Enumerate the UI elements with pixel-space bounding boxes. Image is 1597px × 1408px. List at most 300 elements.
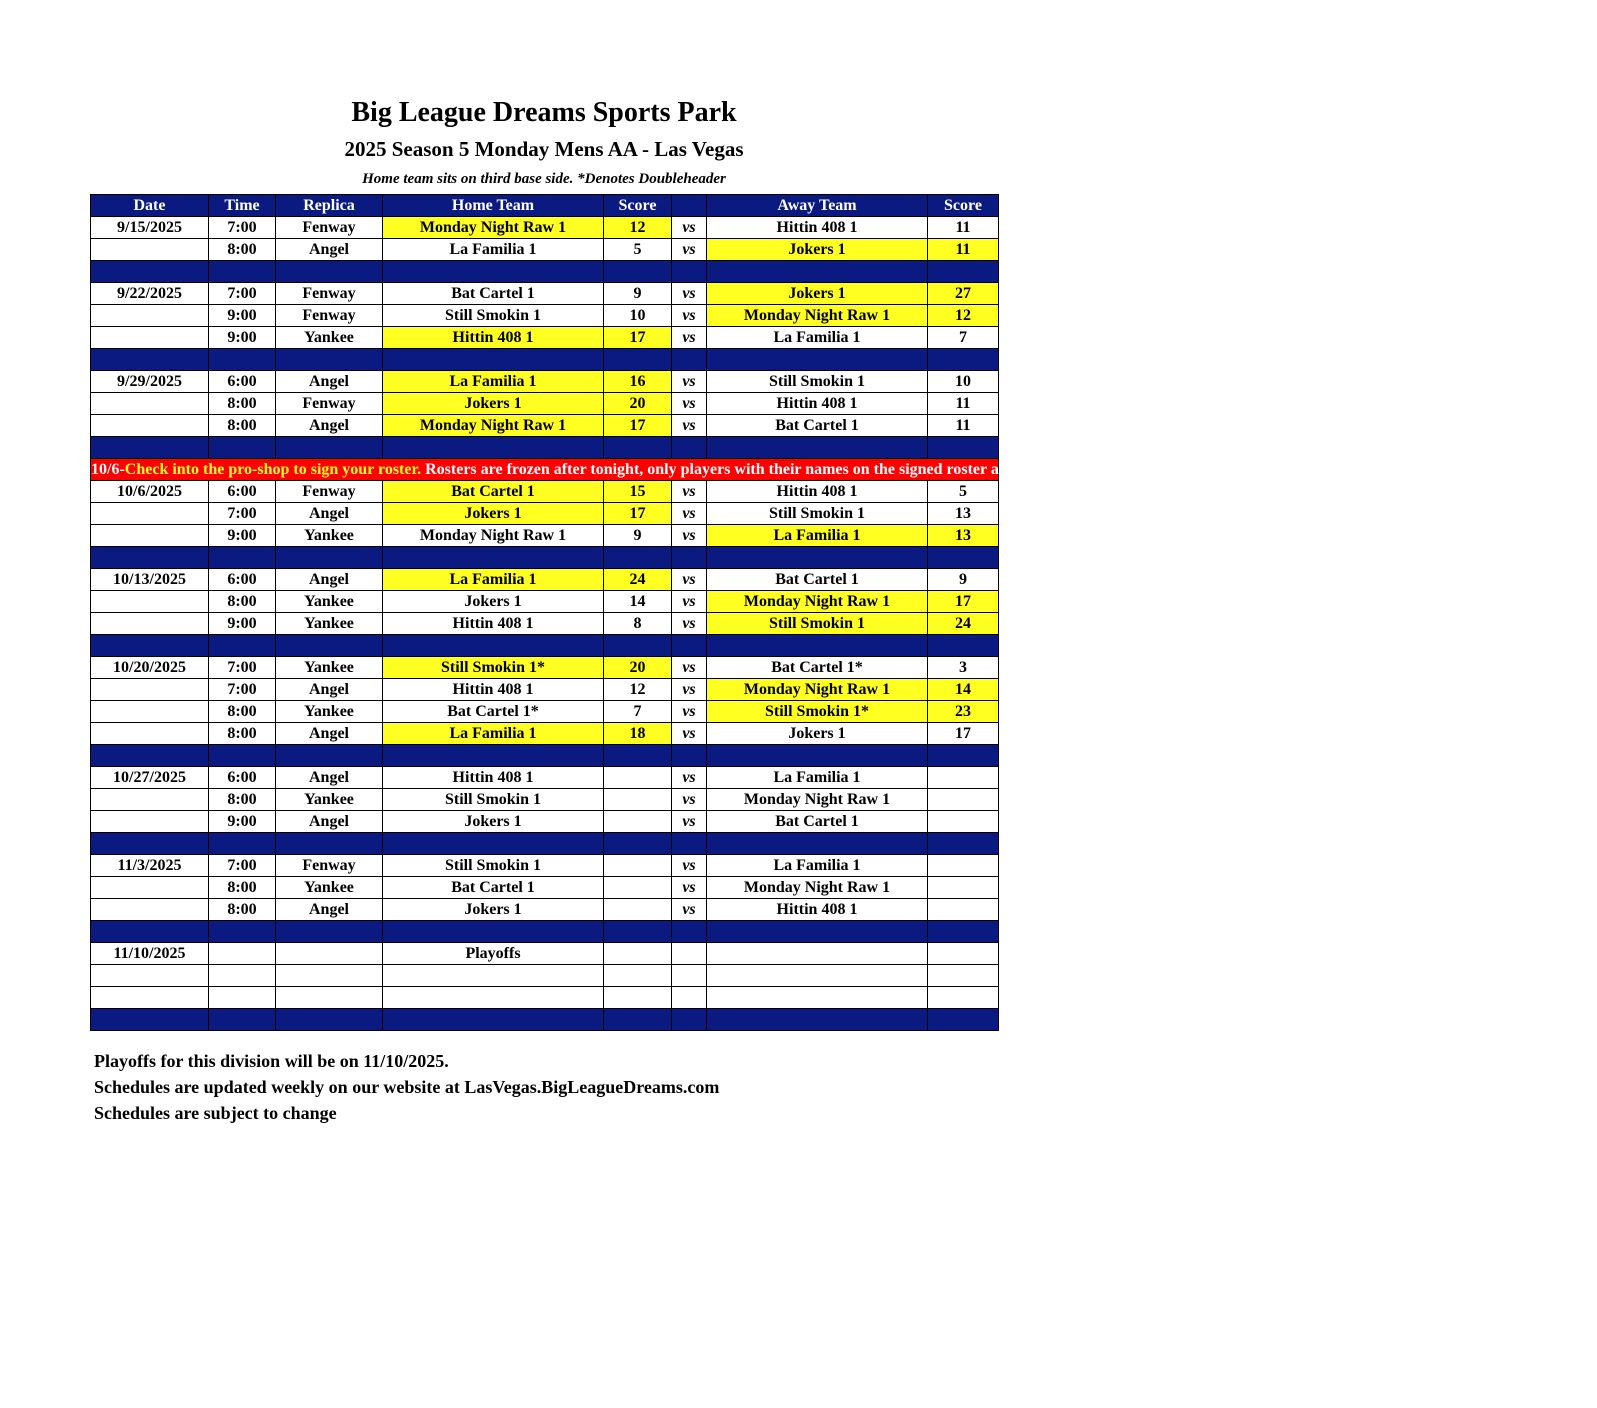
separator-cell [209,1009,276,1031]
game-row [91,217,999,239]
notice-text: Rosters are frozen after tonight, only players with their names on the signed roster are eligible for playoffs. Please check carefully as changes will not be made for omissions. [421,460,1597,478]
separator-cell [928,437,999,459]
time-cell: 8:00 [209,239,276,261]
away-score-cell: 3 [928,657,999,679]
replica-field-cell: Angel [276,679,383,701]
time-cell: 7:00 [209,679,276,701]
separator-cell [91,349,209,371]
date-cell [91,305,209,327]
away-score-cell [928,987,999,1009]
time-cell: 8:00 [209,899,276,921]
separator-cell [707,833,928,855]
separator-cell [707,745,928,767]
separator-cell [928,833,999,855]
separator-cell [91,635,209,657]
date-cell [91,327,209,349]
separator-cell [604,635,672,657]
home-score-cell: 16 [604,371,672,393]
separator-cell [276,349,383,371]
replica-field-cell [276,987,383,1009]
vs-cell: vs [672,393,707,415]
roster-notice-row [91,459,999,481]
home-team-cell: La Familia 1 [383,723,604,745]
separator-cell [91,745,209,767]
separator-cell [672,635,707,657]
game-row [91,591,999,613]
replica-field-cell: Yankee [276,877,383,899]
separator-cell [383,833,604,855]
game-row [91,965,999,987]
date-cell: 9/29/2025 [91,371,209,393]
vs-cell: vs [672,657,707,679]
week-separator-row [91,921,999,943]
away-score-cell: 17 [928,591,999,613]
replica-field-cell: Yankee [276,327,383,349]
date-cell [91,987,209,1009]
separator-cell [383,349,604,371]
home-score-cell [604,899,672,921]
time-cell: 7:00 [209,283,276,305]
vs-cell: vs [672,481,707,503]
date-cell: 10/20/2025 [91,657,209,679]
time-cell: 6:00 [209,481,276,503]
away-team-cell: Bat Cartel 1 [707,415,928,437]
week-separator-row [91,1009,999,1031]
home-team-cell: Monday Night Raw 1 [383,217,604,239]
replica-field-cell: Yankee [276,591,383,613]
separator-cell [383,635,604,657]
time-cell: 8:00 [209,789,276,811]
time-cell: 9:00 [209,327,276,349]
away-team-cell: La Familia 1 [707,327,928,349]
game-row [91,943,999,965]
time-cell: 8:00 [209,723,276,745]
separator-cell [276,745,383,767]
away-score-cell [928,943,999,965]
date-cell [91,965,209,987]
home-team-cell: Jokers 1 [383,899,604,921]
away-team-cell: La Familia 1 [707,855,928,877]
away-team-cell: Monday Night Raw 1 [707,591,928,613]
separator-cell [276,833,383,855]
home-score-cell: 12 [604,679,672,701]
home-team-cell: Bat Cartel 1* [383,701,604,723]
schedule-note: Home team sits on third base side. *Denotes Doubleheader [362,171,726,187]
date-cell [91,877,209,899]
separator-cell [209,547,276,569]
replica-field-cell: Angel [276,723,383,745]
separator-cell [928,349,999,371]
home-score-cell: 5 [604,239,672,261]
away-team-cell: Still Smokin 1 [707,503,928,525]
week-separator-row [91,349,999,371]
replica-field-cell: Fenway [276,305,383,327]
away-team-cell: Monday Night Raw 1 [707,789,928,811]
separator-cell [707,635,928,657]
separator-cell [383,1009,604,1031]
replica-field-cell: Angel [276,415,383,437]
vs-cell: vs [672,613,707,635]
away-score-cell [928,789,999,811]
replica-field-cell: Angel [276,371,383,393]
time-cell: 8:00 [209,393,276,415]
away-score-cell [928,767,999,789]
col-home-team-header: Home Team [383,195,604,217]
replica-field-cell: Yankee [276,657,383,679]
away-team-cell: Still Smokin 1 [707,613,928,635]
separator-cell [928,261,999,283]
away-score-cell [928,811,999,833]
away-team-cell [707,943,928,965]
separator-cell [928,921,999,943]
separator-cell [928,745,999,767]
col-replica-header: Replica [276,195,383,217]
separator-cell [604,437,672,459]
vs-cell: vs [672,789,707,811]
separator-cell [707,349,928,371]
home-score-cell: 9 [604,525,672,547]
separator-cell [383,921,604,943]
home-team-cell [383,987,604,1009]
home-score-cell: 17 [604,503,672,525]
away-team-cell: Hittin 408 1 [707,899,928,921]
game-row [91,657,999,679]
separator-cell [276,547,383,569]
home-score-cell [604,767,672,789]
game-row [91,371,999,393]
replica-field-cell [276,965,383,987]
date-cell: 9/15/2025 [91,217,209,239]
away-team-cell: Jokers 1 [707,283,928,305]
separator-cell [928,635,999,657]
date-cell [91,613,209,635]
date-cell [91,789,209,811]
vs-cell: vs [672,217,707,239]
separator-cell [383,261,604,283]
away-score-cell [928,965,999,987]
separator-cell [91,547,209,569]
col-date-header: Date [91,195,209,217]
week-separator-row [91,261,999,283]
vs-cell: vs [672,525,707,547]
date-cell: 9/22/2025 [91,283,209,305]
home-team-cell: Still Smokin 1 [383,789,604,811]
week-separator-row [91,635,999,657]
game-row [91,305,999,327]
away-score-cell: 13 [928,503,999,525]
time-cell [209,943,276,965]
away-score-cell: 11 [928,239,999,261]
home-score-cell [604,811,672,833]
away-team-cell: Bat Cartel 1 [707,569,928,591]
home-score-cell: 20 [604,393,672,415]
time-cell [209,987,276,1009]
time-cell: 7:00 [209,217,276,239]
vs-cell: vs [672,327,707,349]
replica-field-cell: Yankee [276,613,383,635]
home-team-cell: Hittin 408 1 [383,767,604,789]
home-score-cell: 12 [604,217,672,239]
vs-cell: vs [672,239,707,261]
separator-cell [604,921,672,943]
home-team-cell [383,965,604,987]
col-time-header: Time [209,195,276,217]
game-row [91,239,999,261]
home-score-cell: 7 [604,701,672,723]
home-score-cell: 20 [604,657,672,679]
replica-field-cell: Angel [276,569,383,591]
game-row [91,811,999,833]
away-score-cell [928,877,999,899]
home-score-cell [604,965,672,987]
date-cell [91,525,209,547]
time-cell: 8:00 [209,877,276,899]
away-score-cell [928,899,999,921]
away-score-cell: 27 [928,283,999,305]
page-subtitle: 2025 Season 5 Monday Mens AA - Las Vegas [344,137,744,161]
separator-cell [91,1009,209,1031]
table-header-row [91,195,999,217]
footer-playoffs-note: Playoffs for this division will be on 11/10/2025. [94,1051,449,1071]
separator-cell [707,437,928,459]
home-score-cell: 17 [604,327,672,349]
game-row [91,393,999,415]
home-score-cell [604,877,672,899]
home-team-cell: Hittin 408 1 [383,613,604,635]
date-cell: 11/10/2025 [91,943,209,965]
notice-highlight: Check into the pro-shop to sign your roster. [124,460,422,478]
separator-cell [276,437,383,459]
vs-cell [672,987,707,1009]
vs-cell: vs [672,701,707,723]
date-cell [91,811,209,833]
game-row [91,767,999,789]
separator-cell [91,833,209,855]
date-cell: 10/6/2025 [91,481,209,503]
separator-cell [276,261,383,283]
home-score-cell: 8 [604,613,672,635]
home-team-cell: La Familia 1 [383,239,604,261]
separator-cell [383,547,604,569]
replica-field-cell: Angel [276,899,383,921]
home-team-cell: Still Smokin 1* [383,657,604,679]
away-score-cell: 7 [928,327,999,349]
time-cell: 8:00 [209,591,276,613]
game-row [91,283,999,305]
away-score-cell: 9 [928,569,999,591]
vs-cell: vs [672,899,707,921]
game-row [91,987,999,1009]
separator-cell [604,547,672,569]
separator-cell [707,921,928,943]
separator-cell [604,261,672,283]
away-score-cell: 11 [928,393,999,415]
game-row [91,481,999,503]
away-score-cell: 23 [928,701,999,723]
separator-cell [672,547,707,569]
separator-cell [672,261,707,283]
date-cell [91,679,209,701]
replica-field-cell: Yankee [276,789,383,811]
vs-cell: vs [672,283,707,305]
week-separator-row [91,547,999,569]
time-cell: 7:00 [209,855,276,877]
separator-cell [604,745,672,767]
time-cell: 7:00 [209,657,276,679]
vs-cell [672,943,707,965]
page-title: Big League Dreams Sports Park [351,97,737,128]
date-cell [91,239,209,261]
home-team-cell: Hittin 408 1 [383,327,604,349]
away-score-cell [928,855,999,877]
separator-cell [209,349,276,371]
separator-cell [209,635,276,657]
col-away-score-header: Score [928,195,999,217]
home-team-cell: Bat Cartel 1 [383,481,604,503]
vs-cell: vs [672,569,707,591]
home-team-cell: Jokers 1 [383,591,604,613]
col-vs-header [672,195,707,217]
replica-field-cell: Fenway [276,855,383,877]
roster-notice [91,459,1597,481]
home-score-cell: 17 [604,415,672,437]
replica-field-cell: Fenway [276,481,383,503]
separator-cell [209,745,276,767]
game-row [91,679,999,701]
home-score-cell [604,855,672,877]
game-row [91,525,999,547]
away-team-cell: Still Smokin 1 [707,371,928,393]
away-team-cell: Jokers 1 [707,239,928,261]
separator-cell [383,745,604,767]
separator-cell [604,349,672,371]
separator-cell [383,437,604,459]
game-row [91,569,999,591]
away-team-cell: Bat Cartel 1 [707,811,928,833]
away-team-cell [707,965,928,987]
game-row [91,789,999,811]
replica-field-cell: Yankee [276,701,383,723]
separator-cell [604,1009,672,1031]
home-team-cell: Still Smokin 1 [383,305,604,327]
home-team-cell: Jokers 1 [383,503,604,525]
away-team-cell: Bat Cartel 1* [707,657,928,679]
away-score-cell: 13 [928,525,999,547]
separator-cell [209,833,276,855]
time-cell: 6:00 [209,569,276,591]
separator-cell [276,1009,383,1031]
schedule-table [90,194,1597,1031]
replica-field-cell: Angel [276,239,383,261]
away-score-cell: 11 [928,415,999,437]
date-cell [91,723,209,745]
game-row [91,415,999,437]
replica-field-cell: Angel [276,767,383,789]
home-score-cell: 24 [604,569,672,591]
away-score-cell: 24 [928,613,999,635]
vs-cell: vs [672,855,707,877]
separator-cell [91,921,209,943]
game-row [91,877,999,899]
date-cell [91,899,209,921]
footer-website-note: Schedules are updated weekly on our website at LasVegas.BigLeagueDreams.com [94,1077,720,1097]
notice-date: 10/6- [91,460,125,478]
vs-cell: vs [672,591,707,613]
vs-cell: vs [672,767,707,789]
replica-field-cell: Angel [276,503,383,525]
week-separator-row [91,833,999,855]
game-row [91,503,999,525]
week-separator-row [91,437,999,459]
separator-cell [209,261,276,283]
separator-cell [209,921,276,943]
away-score-cell: 11 [928,217,999,239]
home-team-cell: La Familia 1 [383,569,604,591]
separator-cell [276,921,383,943]
replica-field-cell: Angel [276,811,383,833]
separator-cell [672,1009,707,1031]
date-cell [91,393,209,415]
away-score-cell: 14 [928,679,999,701]
date-cell [91,591,209,613]
home-team-cell: Hittin 408 1 [383,679,604,701]
away-team-cell: La Familia 1 [707,767,928,789]
home-team-cell: Bat Cartel 1 [383,283,604,305]
replica-field-cell: Fenway [276,393,383,415]
time-cell: 8:00 [209,415,276,437]
away-team-cell: Still Smokin 1* [707,701,928,723]
home-score-cell: 14 [604,591,672,613]
away-score-cell: 10 [928,371,999,393]
footer-change-note: Schedules are subject to change [94,1103,337,1123]
game-row [91,327,999,349]
away-team-cell: Jokers 1 [707,723,928,745]
col-home-score-header: Score [604,195,672,217]
home-score-cell: 18 [604,723,672,745]
col-away-team-header: Away Team [707,195,928,217]
game-row [91,899,999,921]
vs-cell: vs [672,811,707,833]
home-score-cell [604,943,672,965]
vs-cell: vs [672,415,707,437]
away-team-cell: Monday Night Raw 1 [707,877,928,899]
game-row [91,613,999,635]
date-cell [91,503,209,525]
replica-field-cell: Fenway [276,217,383,239]
away-score-cell: 5 [928,481,999,503]
home-score-cell: 10 [604,305,672,327]
date-cell: 10/13/2025 [91,569,209,591]
home-team-cell: Jokers 1 [383,393,604,415]
time-cell: 6:00 [209,767,276,789]
separator-cell [604,833,672,855]
vs-cell: vs [672,371,707,393]
home-team-cell: La Familia 1 [383,371,604,393]
vs-cell: vs [672,877,707,899]
separator-cell [672,349,707,371]
away-score-cell: 12 [928,305,999,327]
separator-cell [91,437,209,459]
time-cell: 9:00 [209,525,276,547]
date-cell [91,415,209,437]
away-team-cell: La Familia 1 [707,525,928,547]
home-score-cell: 9 [604,283,672,305]
game-row [91,855,999,877]
separator-cell [209,437,276,459]
home-score-cell [604,789,672,811]
separator-cell [707,547,928,569]
away-team-cell: Monday Night Raw 1 [707,679,928,701]
